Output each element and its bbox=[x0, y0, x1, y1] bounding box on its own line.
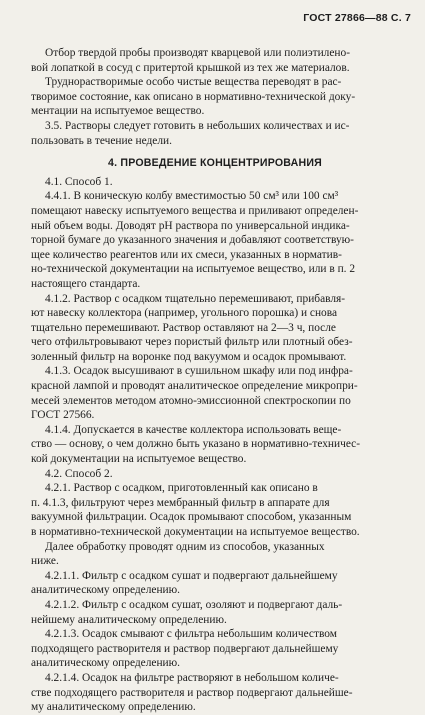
text-line: 4.2.1. Раствор с осадком, приготовленный как описано в bbox=[45, 482, 318, 495]
text-line: Труднорастворимые особо чистые вещества переводят в рас- bbox=[45, 76, 342, 89]
document-body bbox=[31, 46, 399, 715]
text-line: аналитическому определению. bbox=[31, 584, 181, 597]
section-title: 4. ПРОВЕДЕНИЕ КОНЦЕНТРИРОВАНИЯ bbox=[108, 157, 322, 170]
text-line: ниже. bbox=[31, 555, 59, 568]
text-line: помещают навеску испытуемого вещества и приливают определен- bbox=[31, 204, 359, 217]
text-line: красной лампой и проводят аналитическое определение микропри- bbox=[31, 380, 358, 393]
text-line: вой лопаткой в сосуд с притертой крышкой из тех же материалов. bbox=[31, 61, 350, 74]
text-line: 4.2. Способ 2. bbox=[45, 467, 113, 480]
text-line: 3.5. Растворы следует готовить в небольших количествах и ис- bbox=[45, 119, 350, 132]
page-header: ГОСТ 27866—88 С. 7 bbox=[303, 12, 411, 24]
text-line: ментации на испытуемое вещество. bbox=[31, 105, 205, 118]
text-line: 4.2.1.4. Осадок на фильтре растворяют в небольшом количе- bbox=[45, 671, 339, 684]
text-line: 4.2.1.1. Фильтр с осадком сушат и подвергают дальнейшему bbox=[45, 569, 338, 582]
text-line: 4.4.1. В коническую колбу вместимостью 50 см³ или 100 см³ bbox=[45, 190, 339, 203]
text-line: нейшему аналитическому определению. bbox=[31, 613, 227, 626]
text-line: творимое состояние, как описано в нормативно-технической доку- bbox=[31, 90, 356, 103]
text-line: чего отфильтровывают через пористый фильтр или плотный обез- bbox=[31, 336, 353, 349]
text-line: торной бумаге до указанного значения и добавляют соответствую- bbox=[31, 234, 354, 247]
text-line: в нормативно-технической документации на испытуемое вещество. bbox=[31, 526, 360, 538]
text-line: Далее обработку проводят одним из способов, указанных bbox=[45, 540, 325, 553]
text-line: но-технической документации на испытуемое вещество, или в п. 2 bbox=[31, 263, 356, 276]
spacer bbox=[31, 148, 399, 156]
text-line: золенный фильтр на воронке под вакуумом и осадок промывают. bbox=[31, 350, 347, 363]
text-line: тщательно перемешивают. Раствор оставляют на 2—3 ч, после bbox=[31, 321, 336, 334]
text-line: ГОСТ 27566. bbox=[31, 409, 95, 422]
text-line: Отбор твердой пробы производят кварцевой или полиэтилено- bbox=[45, 47, 350, 59]
text-line: ют навеску коллектора (например, угольного порошка) и снова bbox=[31, 307, 338, 320]
text-line: му аналитическому определению. bbox=[31, 701, 196, 714]
text-line: 4.1.3. Осадок высушивают в сушильном шкафу или под инфра- bbox=[45, 365, 353, 378]
text-line: настоящего стандарта. bbox=[31, 277, 141, 290]
text-line: вакуумной фильтрации. Осадок промывают способом, указанным bbox=[31, 511, 352, 524]
text-line: аналитическому определению. bbox=[31, 657, 181, 670]
text-line: 4.1. Способ 1. bbox=[45, 175, 113, 188]
text-line: кой документации на испытуемое вещество. bbox=[31, 453, 247, 466]
text-line: пользовать в течение недели. bbox=[31, 134, 172, 147]
text-line: щее количество реагентов или их смеси, указанных в норматив- bbox=[31, 248, 342, 261]
text-line: месей элементов методом атомно-эмиссионной спектроскопии по bbox=[31, 394, 351, 407]
text-line: п. 4.1.3, фильтруют через мембранный фильтр в аппарате для bbox=[31, 496, 330, 509]
text-line: 4.1.4. Допускается в качестве коллектора использовать веще- bbox=[45, 423, 342, 436]
text-line: стве подходящего растворителя и раствор подвергают дальнейше- bbox=[31, 686, 353, 699]
text-line: 4.2.1.3. Осадок смывают с фильтра небольшим количеством bbox=[45, 628, 337, 641]
text-line: ный объем воды. Доводят рН раствора по универсальной индика- bbox=[31, 219, 350, 232]
text-line: 4.1.2. Раствор с осадком тщательно перемешивают, прибавля- bbox=[45, 292, 346, 305]
text-line: 4.2.1.2. Фильтр с осадком сушат, озоляют и подвергают даль- bbox=[45, 598, 343, 611]
text-line: подходящего растворителя и раствор подвергают дальнейшему bbox=[31, 642, 339, 655]
text-line: ство — основу, о чем должно быть указано в нормативно-техничес- bbox=[31, 438, 361, 451]
